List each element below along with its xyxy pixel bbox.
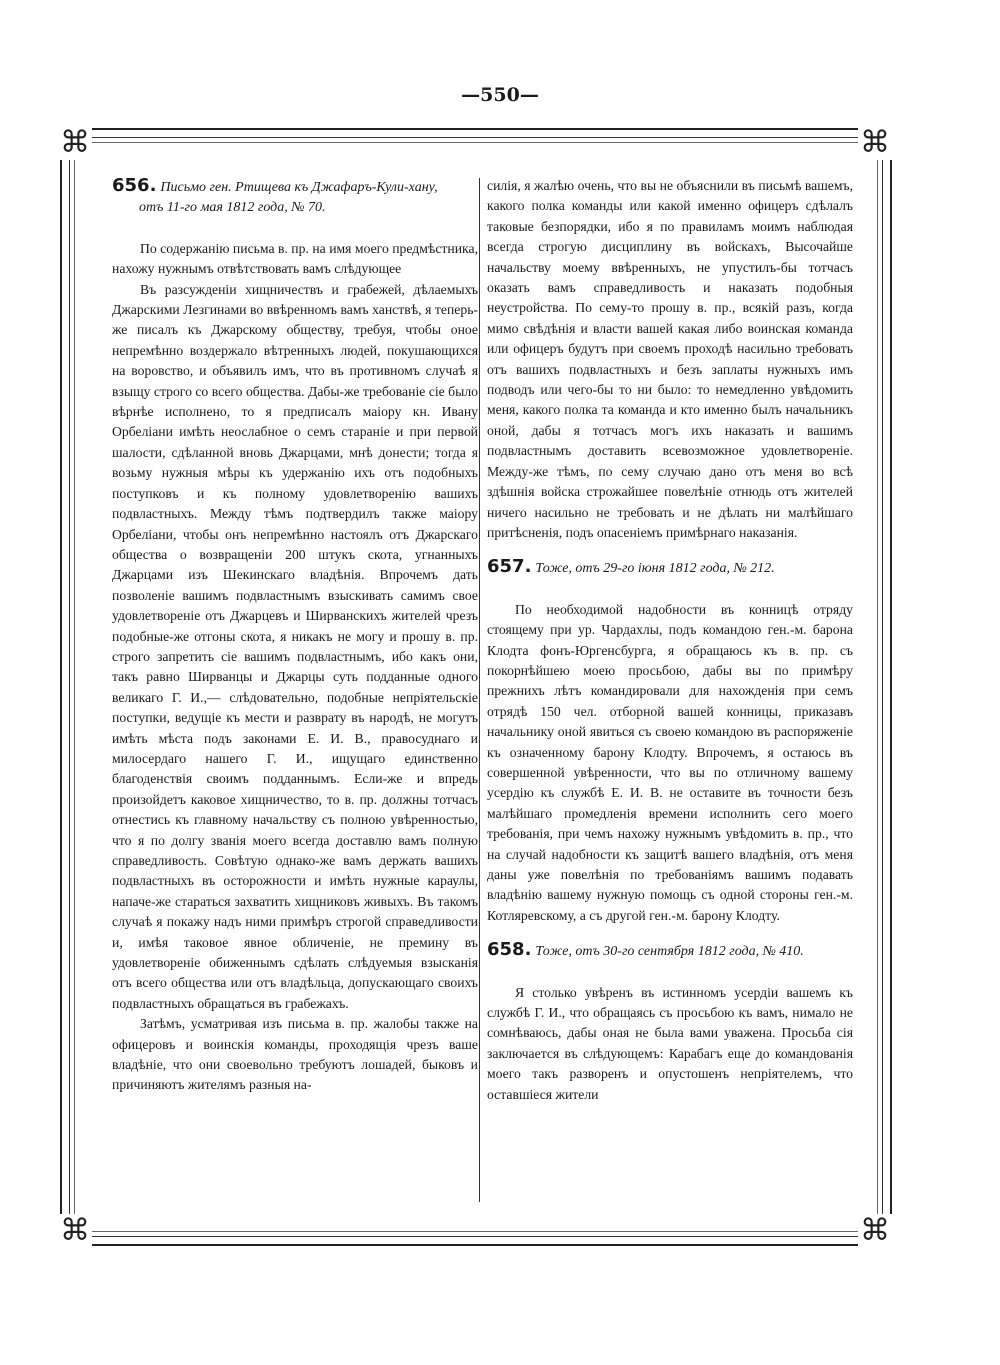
document-heading-656 (112, 176, 478, 219)
paragraph: Затѣмъ, усматривая изъ письма в. пр. жалобы также на офицеровъ и воинскія команды, проходящія чрезъ ваше владѣніе, что они своевольно требуютъ лошадей, быковъ и причиняютъ жителямъ разныя на- (112, 1016, 478, 1093)
page-number: —550— (461, 84, 539, 106)
column-divider (479, 178, 480, 1202)
document-number: 656. (112, 176, 157, 196)
document-heading-658 (487, 940, 853, 962)
document-number: 657. (487, 556, 532, 578)
corner-ornament-icon: ⌘ (860, 1213, 890, 1248)
right-column (487, 176, 853, 1206)
left-column (112, 176, 478, 1206)
paragraph: По необходимой надобности въ конницѣ отряду стоящему при ур. Чардахлы, подъ командою ген.-м. барона Клодта фонъ-Юргенсбурга, я обращаюсь къ в. пр. съ покорнѣйшею моею просьбою, дабы вы по примѣру прежнихъ лѣтъ командировали для нахожденія при семъ отрядѣ 150 чел. отборной вашей конницы, приказавъ начальнику оной явиться съ своею командою въ распоряженіе къ означенному барону Клодту. Впрочемъ, я остаюсь въ совершенной увѣренности, что вы по отличному вашему усердію къ службѣ Е. И. В. не оставите въ точности безъ малѣйшаго промедленія времени исполнить сего моего требованія, при чемъ нахожу нужнымъ увѣдомить в. пр., что на случай надобности къ защитѣ вашего владѣнія, отъ меня даны уже повелѣнія по требованіямъ вашимъ подавать владѣнію вашему нужную помощь съ одной стороны ген.-м. Котляревскому, а съ другой ген.-м. барону Клодту. (487, 601, 853, 923)
document-title-date: отъ 11-го мая 1812 года, № 70. (139, 200, 326, 216)
paragraph: Въ разсужденіи хищничествъ и грабежей, дѣлаемыхъ Джарскими Лезгинами во ввѣренномъ вамъ ханствѣ, я теперь-же писалъ къ Джарскому обществу, требуя, чтобы оное непремѣнно воздержало вѣтренныхъ людей, покушающихся на воровство, и объявилъ имъ, что въ противномъ случаѣ я взыщу строго со всего общества. Дабы-же требованіе сіе было вѣрнѣе исполнено, то я предписалъ маіору кн. Ивану Орбеліани имѣть неослабное о семъ стараніе и при первой шалости, сдѣланной вновь Джарцами, мнѣ донести; тогда я возьму нужныя мѣры къ удержанію ихъ отъ подобныхъ поступковъ и къ полному удовлетворенію вашихъ подвластныхъ. Между тѣмъ подтвердилъ также маіору Орбеліани, чтобы онъ непремѣнно настоялъ отъ Джарскаго общества о возвращеніи 200 штукъ скота, угнанныхъ Джарцами изъ Шекинскаго владѣнія. Впрочемъ дать позволеніе вашимъ подвластнымъ взыскивать самимъ свое удовлетвореніе отъ Джарцевъ и Ширванскихъ жителей чрезъ подобные-же отгоны скота, я никакъ не могу и прошу в. пр. строго запретить сіе вашимъ подвластнымъ, ибо какъ они, такъ равно Ширванцы и Джарцы суть подданные одного великаго Г. И.,— слѣдовательно, подобные непріятельскіе поступки, ведущіе къ мести и разврату въ народѣ, не могутъ имѣть мѣста подъ законами Е. И. В., правосуднаго и милосердаго нашего Г. И., ищущаго единственно благоденствія своимъ подданнымъ. Если-же и впредь произойдетъ каковое хищничество, то в. пр. должны тотчасъ отнестись къ главному начальству съ полною увѣренностью, что я по долгу званія моего всегда доставлю вамъ полную справедливость. Совѣтую однако-же вамъ держать вашихъ подвластныхъ въ осторожности и имѣть нужные караулы, напаче-же стараться захватить хищниковъ живыхъ. Въ такомъ случаѣ я покажу надъ ними примѣръ строгой справедливости и, имѣя таковое явное обличеніе, не премину въ удовлетвореніе обиженнымъ сдѣлать слѣдуемыя взысканія отъ всего общества или отъ владѣльца, допускающаго своихъ подвластныхъ обращаться въ грабежахъ. (112, 281, 478, 1011)
document-heading-657 (487, 557, 853, 579)
document-number: 658. (487, 939, 532, 961)
paragraph: По содержанію письма в. пр. на имя моего предмѣстника, нахожу нужнымъ отвѣтствовать вамъ слѣдующее (112, 240, 478, 277)
document-title: Тоже, отъ 29-го іюня 1812 года, № 212. (535, 561, 775, 577)
corner-ornament-icon: ⌘ (60, 125, 90, 160)
corner-ornament-icon: ⌘ (860, 125, 890, 160)
document-title: Тоже, отъ 30-го сентября 1812 года, № 410. (535, 944, 804, 960)
document-title: Письмо ген. Ртищева къ Джафаръ-Кули-хану, (160, 180, 438, 195)
paragraph-continuation: силія, я жалѣю очень, что вы не объяснили въ письмѣ вашемъ, какого полка команды или какой именно офицеръ сдѣлалъ таковые безпорядки, ибо я по правиламъ моимъ наблюдая всегда строгую дисциплину въ войскахъ, Высочайше начальству моему ввѣренныхъ, не упустилъ-бы тотчасъ оказать вамъ справедливость и наказать подобныя неустройства. По сему-то прошу в. пр., всякій разъ, когда мимо свѣдѣнія и власти вашей какая либо воинская команда или офицеръ будутъ при своемъ проходѣ насильно требовать отъ вашихъ подвластныхъ и безъ заплаты нужныхъ имъ подводъ или чего-бы то ни было: то немедленно увѣдомить меня, какого полка та команда и кто именно былъ начальникъ оной, дабы я тотчасъ могъ ихъ наказать и вашимъ подвластнымъ доставить всевозможное удовлетвореніе. Между-же тѣмъ, по сему случаю дано отъ меня во всѣ здѣшнія войска строжайшее повелѣніе отнюдь отъ жителей ничего насильно не требовать и не дѣлать ни малѣйшаго притѣсненія, подъ опасеніемъ примѣрнаго наказанія. (487, 178, 853, 540)
paragraph: Я столько увѣренъ въ истинномъ усердіи вашемъ къ службѣ Г. И., что обращаясь съ просьбою къ вамъ, нимало не сомнѣваюсь, дабы оная не была вами уважена. Просьба сія заключается въ слѣдующемъ: Карабагъ еще до командованія моего такъ разворенъ и опустошенъ непріятелемъ, что оставшіеся жители (487, 984, 853, 1102)
corner-ornament-icon: ⌘ (60, 1213, 90, 1248)
